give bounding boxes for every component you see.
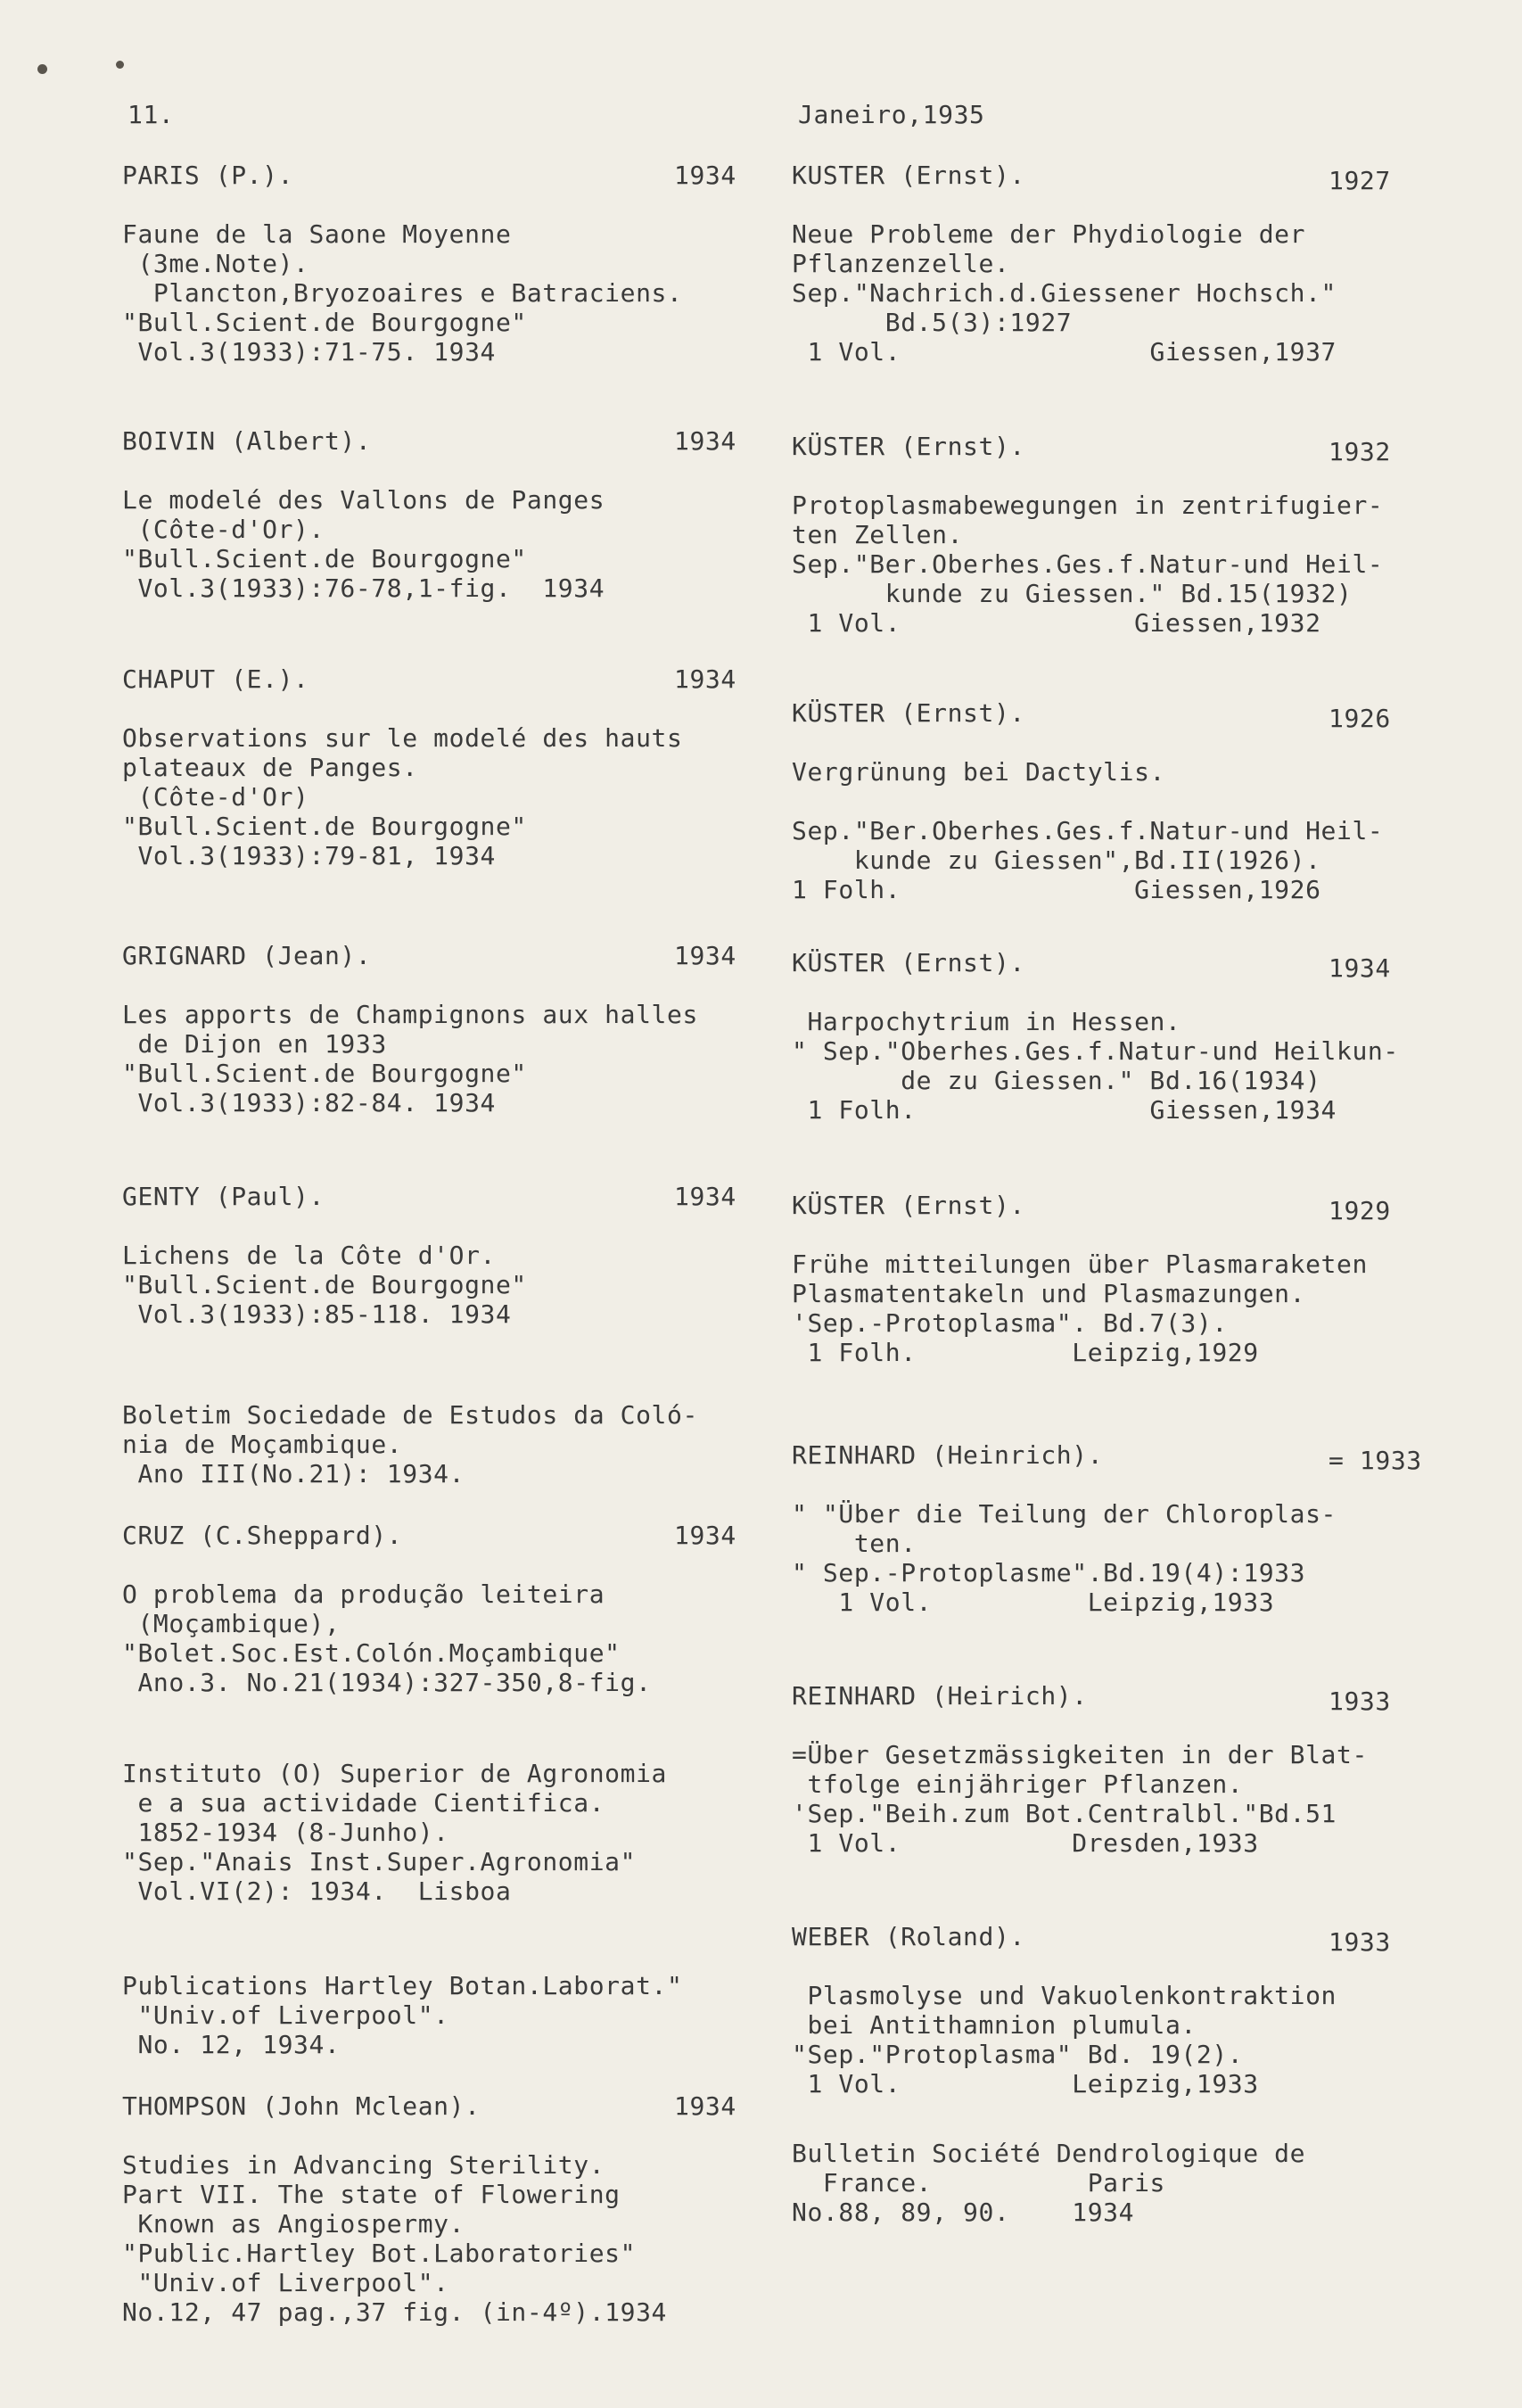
entry-text-line: Faune de la Saone Moyenne: [122, 219, 512, 249]
entry-text-line: ten Zellen.: [792, 520, 964, 549]
entry-text-line: de Dijon en 1933: [122, 1029, 387, 1059]
entry-author: REINHARD (Heinrich).: [792, 1440, 1104, 1470]
entry-year: 1933: [1329, 1927, 1391, 1957]
entry-text-line: Frühe mitteilungen über Plasmaraketen: [792, 1249, 1368, 1279]
entry-text-line: "Univ.of Liverpool".: [122, 2268, 449, 2297]
entry-text-line: 1 Vol. Leipzig,1933: [792, 1587, 1275, 1617]
entry-text-line: 1 Folh. Giessen,1934: [792, 1095, 1337, 1125]
entry-year: 1934: [674, 664, 736, 694]
entry-text-line: Studies in Advancing Sterility.: [122, 2150, 605, 2180]
entry-text-line: " Sep.-Protoplasme".Bd.19(4):1933: [792, 1558, 1306, 1587]
entry-text-line: 1 Vol. Dresden,1933: [792, 1828, 1259, 1858]
entry-text-line: Known as Angiospermy.: [122, 2209, 465, 2239]
entry-text-line: Vol.3(1933):79-81, 1934: [122, 841, 496, 870]
entry-author: GENTY (Paul).: [122, 1182, 325, 1211]
entry-year: 1929: [1329, 1196, 1391, 1225]
entry-text-line: Protoplasmabewegungen in zentrifugier-: [792, 491, 1384, 520]
entry-text-line: e a sua actividade Cientifica.: [122, 1788, 605, 1818]
entry-author: THOMPSON (John Mclean).: [122, 2091, 481, 2121]
entry-text-line: 'Sep.-Protoplasma". Bd.7(3).: [792, 1308, 1228, 1338]
entry-text-line: Vol.3(1933):85-118. 1934: [122, 1299, 512, 1329]
entry-text-line: " Sep."Oberhes.Ges.f.Natur-und Heilkun-: [792, 1036, 1399, 1066]
entry-author: KÜSTER (Ernst).: [792, 698, 1025, 728]
entry-text-line: Bulletin Société Dendrologique de: [792, 2139, 1306, 2168]
entry-text-line: France. Paris: [792, 2168, 1165, 2198]
punch-hole: [116, 61, 124, 69]
entry-text-line: 'Sep."Beih.zum Bot.Centralbl."Bd.51: [792, 1799, 1337, 1828]
entry-text-line: No.12, 47 pag.,37 fig. (in-4º).1934: [122, 2297, 668, 2327]
entry-text-line: Vol.3(1933):82-84. 1934: [122, 1088, 496, 1117]
entry-text-line: Publications Hartley Botan.Laborat.": [122, 1971, 683, 2000]
entry-text-line: Neue Probleme der Phydiologie der: [792, 219, 1306, 249]
page-number: 11.: [128, 100, 175, 129]
entry-text-line: No. 12, 1934.: [122, 2030, 341, 2059]
entry-text-line: Plasmolyse und Vakuolenkontraktion: [792, 1981, 1337, 2010]
entry-text-line: Les apports de Champignons aux halles: [122, 1000, 698, 1029]
entry-author: KÜSTER (Ernst).: [792, 1191, 1025, 1220]
entry-year: 1934: [674, 1182, 736, 1211]
entry-text-line: "Bolet.Soc.Est.Colón.Moçambique": [122, 1638, 621, 1668]
entry-text-line: ten.: [792, 1529, 917, 1558]
entry-author: BOIVIN (Albert).: [122, 426, 372, 456]
entry-text-line: 1 Vol. Giessen,1937: [792, 337, 1337, 367]
entry-text-line: "Bull.Scient.de Bourgogne": [122, 308, 527, 337]
entry-text-line: 1 Vol. Giessen,1932: [792, 608, 1321, 638]
entry-text-line: "Bull.Scient.de Bourgogne": [122, 812, 527, 841]
entry-text-line: Observations sur le modelé des hauts: [122, 723, 683, 753]
entry-text-line: "Univ.of Liverpool".: [122, 2000, 449, 2030]
entry-text-line: "Bull.Scient.de Bourgogne": [122, 544, 527, 573]
entry-text-line: de zu Giessen." Bd.16(1934): [792, 1066, 1321, 1095]
entry-author: PARIS (P.).: [122, 161, 294, 190]
entry-text-line: kunde zu Giessen",Bd.II(1926).: [792, 845, 1321, 875]
entry-year: 1934: [674, 2091, 736, 2121]
page-date: Janeiro,1935: [798, 100, 985, 129]
entry-text-line: (Côte-d'Or).: [122, 515, 325, 544]
entry-text-line: (Moçambique),: [122, 1609, 341, 1638]
entry-text-line: Le modelé des Vallons de Panges: [122, 485, 605, 515]
entry-text-line: "Bull.Scient.de Bourgogne": [122, 1270, 527, 1299]
entry-author: WEBER (Roland).: [792, 1922, 1025, 1951]
entry-author: KÜSTER (Ernst).: [792, 432, 1025, 461]
entry-year: 1934: [674, 426, 736, 456]
entry-year: 1934: [674, 941, 736, 970]
entry-author: KUSTER (Ernst).: [792, 161, 1025, 190]
entry-text-line: "Sep."Protoplasma" Bd. 19(2).: [792, 2040, 1244, 2069]
entry-text-line: Bd.5(3):1927: [792, 308, 1073, 337]
entry-author: CRUZ (C.Sheppard).: [122, 1521, 403, 1550]
entry-text-line: Ano.3. No.21(1934):327-350,8-fig.: [122, 1668, 652, 1697]
entry-text-line: "Sep."Anais Inst.Super.Agronomia": [122, 1847, 637, 1876]
entry-year: 1934: [674, 161, 736, 190]
entry-text-line: Sep."Ber.Oberhes.Ges.f.Natur-und Heil-: [792, 816, 1384, 845]
entry-text-line: 1852-1934 (8-Junho).: [122, 1818, 449, 1847]
punch-hole: [37, 64, 47, 74]
entry-text-line: Harpochytrium in Hessen.: [792, 1007, 1181, 1036]
entry-text-line: O problema da produção leiteira: [122, 1579, 605, 1609]
entry-text-line: Vol.3(1933):76-78,1-fig. 1934: [122, 573, 605, 603]
entry-text-line: "Public.Hartley Bot.Laboratories": [122, 2239, 637, 2268]
entry-text-line: Plasmatentakeln und Plasmazungen.: [792, 1279, 1306, 1308]
entry-year: 1934: [674, 1521, 736, 1550]
entry-text-line: Ano III(No.21): 1934.: [122, 1459, 465, 1489]
entry-author: KÜSTER (Ernst).: [792, 948, 1025, 977]
entry-author: REINHARD (Heirich).: [792, 1681, 1088, 1711]
entry-text-line: nia de Moçambique.: [122, 1430, 403, 1459]
entry-text-line: "Bull.Scient.de Bourgogne": [122, 1059, 527, 1088]
entry-text-line: plateaux de Panges.: [122, 753, 418, 782]
entry-year: 1926: [1329, 704, 1391, 733]
entry-text-line: Vergrünung bei Dactylis.: [792, 757, 1165, 787]
entry-text-line: Vol.3(1933):71-75. 1934: [122, 337, 496, 367]
entry-year: = 1933: [1329, 1446, 1422, 1475]
entry-year: 1932: [1329, 437, 1391, 466]
entry-year: 1933: [1329, 1686, 1391, 1716]
entry-text-line: No.88, 89, 90. 1934: [792, 2198, 1135, 2227]
entry-text-line: Instituto (O) Superior de Agronomia: [122, 1759, 668, 1788]
entry-text-line: 1 Folh. Leipzig,1929: [792, 1338, 1259, 1367]
entry-text-line: Sep."Nachrich.d.Giessener Hochsch.": [792, 278, 1337, 308]
entry-text-line: Plancton,Bryozoaires e Batraciens.: [122, 278, 683, 308]
entry-text-line: Vol.VI(2): 1934. Lisboa: [122, 1876, 512, 1906]
entry-year: 1934: [1329, 953, 1391, 983]
entry-text-line: Part VII. The state of Flowering: [122, 2180, 621, 2209]
entry-text-line: 1 Vol. Leipzig,1933: [792, 2069, 1259, 2099]
entry-author: CHAPUT (E.).: [122, 664, 309, 694]
entry-text-line: tfolge einjähriger Pflanzen.: [792, 1769, 1244, 1799]
entry-text-line: =Über Gesetzmässigkeiten in der Blat-: [792, 1740, 1368, 1769]
entry-text-line: " "Über die Teilung der Chloroplas-: [792, 1499, 1337, 1529]
entry-text-line: bei Antithamnion plumula.: [792, 2010, 1197, 2040]
entry-text-line: Lichens de la Côte d'Or.: [122, 1241, 496, 1270]
entry-text-line: kunde zu Giessen." Bd.15(1932): [792, 579, 1353, 608]
entry-text-line: 1 Folh. Giessen,1926: [792, 875, 1321, 904]
entry-text-line: Sep."Ber.Oberhes.Ges.f.Natur-und Heil-: [792, 549, 1384, 579]
entry-text-line: (Côte-d'Or): [122, 782, 309, 812]
entry-text-line: (3me.Note).: [122, 249, 309, 278]
entry-year: 1927: [1329, 166, 1391, 195]
entry-author: GRIGNARD (Jean).: [122, 941, 372, 970]
entry-text-line: Boletim Sociedade de Estudos da Coló-: [122, 1400, 698, 1430]
entry-text-line: Pflanzenzelle.: [792, 249, 1010, 278]
